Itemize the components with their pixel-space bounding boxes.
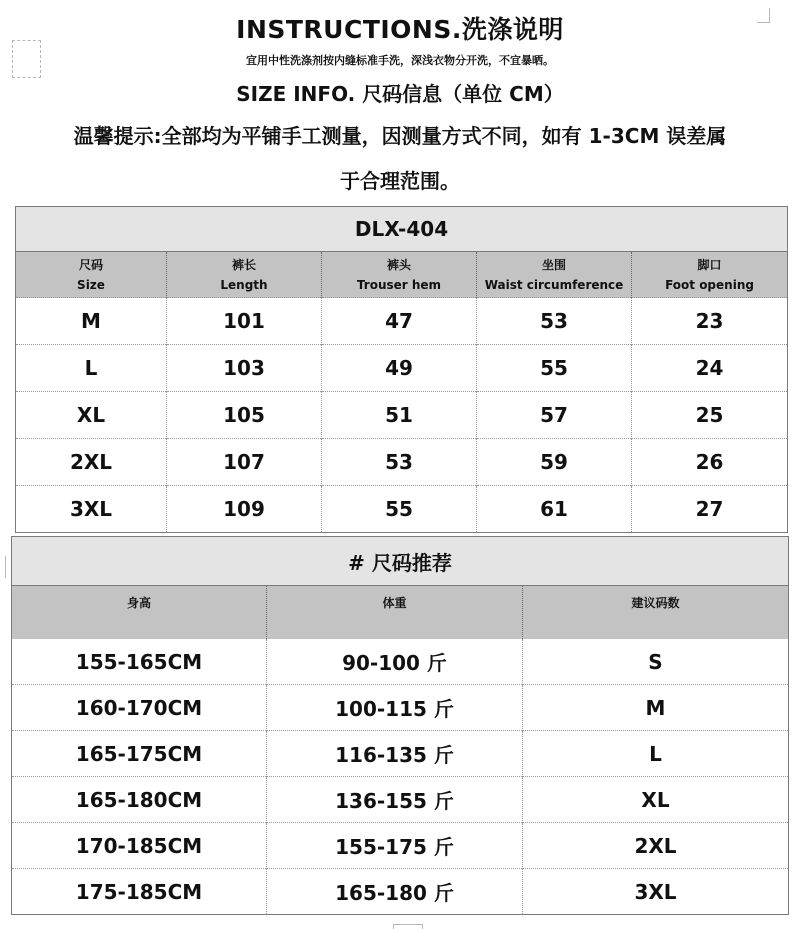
size-chart-table	[15, 206, 788, 533]
column-header	[632, 252, 788, 298]
page-edge-mark	[393, 924, 423, 929]
table-row	[12, 869, 789, 915]
column-header: 身高	[12, 586, 267, 640]
column-header-cn: 脚口	[697, 257, 722, 272]
table-row	[16, 298, 788, 345]
recommendation-column-headers	[12, 586, 789, 640]
table-cell: L	[523, 731, 789, 777]
table-row	[12, 685, 789, 731]
table-cell: 136-155 斤	[267, 777, 523, 823]
wash-note: 宜用中性洗涤剂按内缝标准手洗，深浅衣物分开洗，不宜暴晒。	[246, 54, 554, 67]
table-cell: 155-165CM	[12, 639, 267, 685]
table-row	[12, 777, 789, 823]
table-cell: 160-170CM	[12, 685, 267, 731]
table-cell: 2XL	[16, 439, 167, 486]
table-cell: 155-175 斤	[267, 823, 523, 869]
column-header-en: Foot opening	[665, 277, 754, 292]
column-header	[167, 252, 322, 298]
table-cell: 53	[322, 439, 477, 486]
recommendation-header	[12, 537, 789, 586]
column-header-cn: 裤头	[386, 257, 411, 272]
table-cell: 103	[167, 345, 322, 392]
table-cell: 26	[632, 439, 788, 486]
table-cell: M	[16, 298, 167, 345]
column-header: 体重	[267, 586, 523, 640]
table-cell: S	[648, 649, 663, 674]
table-cell: 100-115 斤	[267, 685, 523, 731]
table-cell: 109	[167, 486, 322, 533]
table-row	[16, 345, 788, 392]
page-edge-mark	[0, 556, 6, 578]
table-cell: L	[16, 345, 167, 392]
table-cell: 101	[167, 298, 322, 345]
table-cell: 25	[632, 392, 788, 439]
column-header-cn: 裤长	[231, 257, 256, 272]
table-row	[16, 439, 788, 486]
table-cell: 61	[477, 486, 632, 533]
table-cell: 3XL	[523, 869, 789, 915]
measurement-tip: 温馨提示:全部均为平铺手工测量，因测量方式不同，如有 1-3CM 误差属	[73, 124, 727, 148]
column-header-en: Waist circumference	[484, 277, 624, 292]
size-chart-column-headers	[16, 252, 788, 298]
table-cell: XL	[16, 392, 167, 439]
table-cell: 90-100 斤	[267, 639, 523, 685]
table-row	[12, 823, 789, 869]
table-cell: XL	[523, 777, 789, 823]
table-cell: 165-175CM	[12, 731, 267, 777]
table-cell: 57	[477, 392, 632, 439]
table-cell: 47	[322, 298, 477, 345]
table-cell: 55	[477, 345, 632, 392]
table-cell: 175-185CM	[12, 869, 267, 915]
column-header: 建议码数	[523, 586, 789, 640]
table-cell: 165-180 斤	[267, 869, 523, 915]
table-cell: 27	[632, 486, 788, 533]
table-cell: 105	[167, 392, 322, 439]
table-cell: 24	[632, 345, 788, 392]
table-row	[16, 392, 788, 439]
table-cell: 3XL	[16, 486, 167, 533]
table-cell: 59	[477, 439, 632, 486]
instructions-title: INSTRUCTIONS.洗涤说明	[236, 15, 564, 44]
size-recommendation-table	[11, 536, 789, 915]
table-cell: 23	[632, 298, 788, 345]
table-cell: 55	[322, 486, 477, 533]
column-header-en: Length	[220, 277, 268, 292]
model-number: DLX-404	[16, 207, 788, 252]
table-cell: 116-135 斤	[267, 731, 523, 777]
table-cell: 2XL	[523, 823, 789, 869]
column-header	[322, 252, 477, 298]
table-cell: 165-180CM	[12, 777, 267, 823]
column-header-cn: 坐围	[541, 257, 566, 272]
column-header-cn: 尺码	[78, 257, 103, 272]
table-cell: M	[523, 685, 789, 731]
size-info-heading: SIZE INFO. 尺码信息（单位 CM）	[236, 82, 564, 106]
table-cell: 170-185CM	[12, 823, 267, 869]
table-cell: 51	[322, 392, 477, 439]
recommendation-title: # 尺码推荐	[12, 537, 789, 586]
table-row	[12, 731, 789, 777]
measurement-tip-cont: 于合理范围。	[340, 169, 460, 193]
table-cell: 107	[167, 439, 322, 486]
table-cell: 53	[477, 298, 632, 345]
table-row	[16, 486, 788, 533]
table-row	[12, 639, 789, 685]
size-chart-header	[16, 207, 788, 252]
column-header-en: Size	[77, 277, 105, 292]
column-header	[477, 252, 632, 298]
column-header-en: Trouser hem	[356, 277, 442, 292]
column-header	[16, 252, 167, 298]
table-cell: 49	[322, 345, 477, 392]
